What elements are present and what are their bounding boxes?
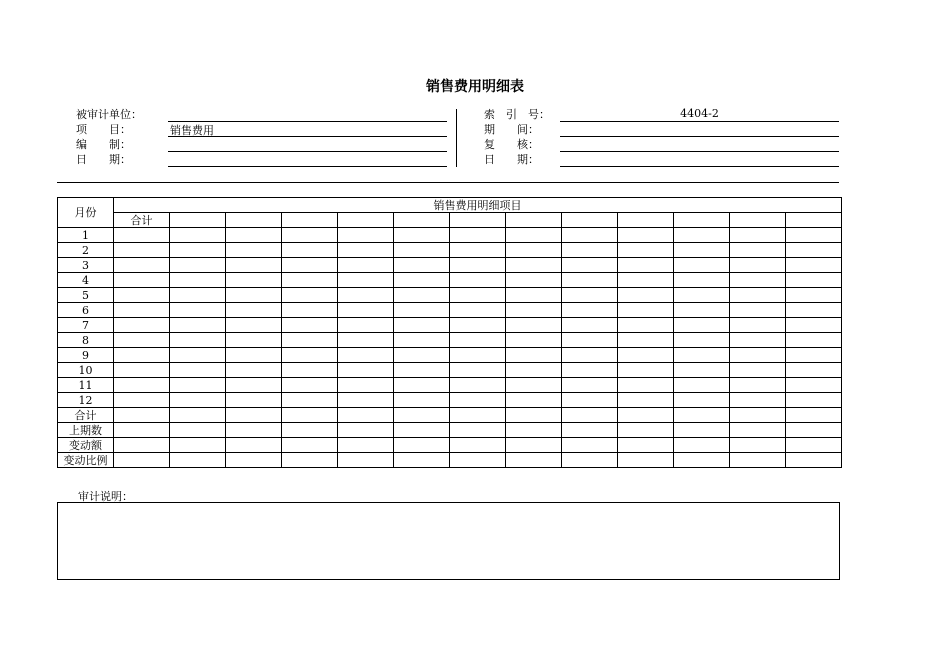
item-column-header[interactable] xyxy=(786,213,842,228)
table-cell[interactable] xyxy=(506,348,562,363)
table-cell[interactable] xyxy=(786,273,842,288)
table-cell[interactable] xyxy=(226,363,282,378)
table-cell[interactable] xyxy=(674,348,730,363)
table-cell[interactable] xyxy=(618,303,674,318)
table-cell[interactable] xyxy=(226,273,282,288)
table-cell[interactable] xyxy=(562,453,618,468)
table-cell[interactable] xyxy=(450,348,506,363)
table-cell[interactable] xyxy=(562,333,618,348)
detail-items-header: 销售费用明细项目 xyxy=(114,198,842,213)
table-cell[interactable] xyxy=(338,363,394,378)
reviewer-field[interactable] xyxy=(560,151,839,152)
table-cell[interactable] xyxy=(450,273,506,288)
row-label: 10 xyxy=(58,363,114,378)
table-cell[interactable] xyxy=(282,348,338,363)
table-cell[interactable] xyxy=(786,408,842,423)
row-label: 变动额 xyxy=(58,438,114,453)
table-cell[interactable] xyxy=(730,228,786,243)
table-cell[interactable] xyxy=(786,423,842,438)
table-cell[interactable] xyxy=(282,438,338,453)
table-row xyxy=(58,318,842,333)
table-cell[interactable] xyxy=(114,423,170,438)
table-cell[interactable] xyxy=(450,453,506,468)
table-cell[interactable] xyxy=(114,288,170,303)
table-row xyxy=(58,378,842,393)
page-title: 销售费用明细表 xyxy=(426,79,524,95)
table-cell[interactable] xyxy=(730,378,786,393)
table-cell[interactable] xyxy=(114,333,170,348)
table-cell[interactable] xyxy=(394,258,450,273)
table-row xyxy=(58,363,842,378)
table-cell[interactable] xyxy=(786,288,842,303)
table-cell[interactable] xyxy=(282,453,338,468)
row-label: 合计 xyxy=(58,408,114,423)
table-cell[interactable] xyxy=(730,438,786,453)
table-cell[interactable] xyxy=(786,318,842,333)
item-column-header[interactable] xyxy=(450,213,506,228)
table-cell[interactable] xyxy=(506,288,562,303)
table-cell[interactable] xyxy=(282,378,338,393)
table-cell[interactable] xyxy=(338,228,394,243)
table-cell[interactable] xyxy=(618,228,674,243)
table-cell[interactable] xyxy=(730,243,786,258)
table-cell[interactable] xyxy=(170,438,226,453)
table-row xyxy=(58,243,842,258)
table-cell[interactable] xyxy=(730,318,786,333)
table-cell[interactable] xyxy=(170,393,226,408)
table-cell[interactable] xyxy=(674,333,730,348)
table-cell[interactable] xyxy=(450,288,506,303)
table-cell[interactable] xyxy=(786,243,842,258)
date-right-field[interactable] xyxy=(560,166,839,167)
table-cell[interactable] xyxy=(282,333,338,348)
row-label: 4 xyxy=(58,273,114,288)
table-cell[interactable] xyxy=(114,438,170,453)
table-cell[interactable] xyxy=(282,408,338,423)
table-row xyxy=(58,453,842,468)
table-cell[interactable] xyxy=(674,438,730,453)
table-cell[interactable] xyxy=(730,288,786,303)
table-cell[interactable] xyxy=(226,333,282,348)
table-cell[interactable] xyxy=(226,303,282,318)
expense-detail-table xyxy=(57,197,842,468)
item-label: 项 目： xyxy=(76,123,131,136)
table-cell[interactable] xyxy=(282,228,338,243)
table-cell[interactable] xyxy=(506,378,562,393)
table-cell[interactable] xyxy=(114,243,170,258)
table-cell[interactable] xyxy=(618,453,674,468)
total-column-header: 合计 xyxy=(114,213,170,228)
table-cell[interactable] xyxy=(114,303,170,318)
table-cell[interactable] xyxy=(674,378,730,393)
table-cell[interactable] xyxy=(786,378,842,393)
table-cell[interactable] xyxy=(674,408,730,423)
table-cell[interactable] xyxy=(730,453,786,468)
item-column-header[interactable] xyxy=(730,213,786,228)
table-cell[interactable] xyxy=(226,408,282,423)
table-cell[interactable] xyxy=(562,258,618,273)
item-column-header[interactable] xyxy=(562,213,618,228)
table-cell[interactable] xyxy=(226,438,282,453)
table-cell[interactable] xyxy=(730,348,786,363)
table-cell[interactable] xyxy=(618,258,674,273)
row-label: 上期数 xyxy=(58,423,114,438)
table-cell[interactable] xyxy=(394,438,450,453)
table-cell[interactable] xyxy=(618,378,674,393)
item-column-header[interactable] xyxy=(674,213,730,228)
table-cell[interactable] xyxy=(562,393,618,408)
table-cell[interactable] xyxy=(282,243,338,258)
table-cell[interactable] xyxy=(226,378,282,393)
table-row xyxy=(58,288,842,303)
table-cell[interactable] xyxy=(338,243,394,258)
table-cell[interactable] xyxy=(674,228,730,243)
table-cell[interactable] xyxy=(506,423,562,438)
table-cell[interactable] xyxy=(170,258,226,273)
table-row xyxy=(58,273,842,288)
table-cell[interactable] xyxy=(730,363,786,378)
table-row xyxy=(58,408,842,423)
table-cell[interactable] xyxy=(226,243,282,258)
table-cell[interactable] xyxy=(394,333,450,348)
table-cell[interactable] xyxy=(338,333,394,348)
table-cell[interactable] xyxy=(786,333,842,348)
table-row xyxy=(58,258,842,273)
table-row xyxy=(58,303,842,318)
table-cell[interactable] xyxy=(450,318,506,333)
table-cell[interactable] xyxy=(170,333,226,348)
reviewer-label: 复 核： xyxy=(484,138,539,151)
table-cell[interactable] xyxy=(562,423,618,438)
table-cell[interactable] xyxy=(506,333,562,348)
table-cell[interactable] xyxy=(338,288,394,303)
table-cell[interactable] xyxy=(674,318,730,333)
table-cell[interactable] xyxy=(730,393,786,408)
table-cell[interactable] xyxy=(170,243,226,258)
table-cell[interactable] xyxy=(674,243,730,258)
header-divider xyxy=(456,109,457,167)
table-cell[interactable] xyxy=(506,243,562,258)
row-label: 1 xyxy=(58,228,114,243)
table-cell[interactable] xyxy=(506,408,562,423)
table-cell[interactable] xyxy=(170,228,226,243)
table-cell[interactable] xyxy=(394,378,450,393)
table-cell[interactable] xyxy=(562,288,618,303)
table-cell[interactable] xyxy=(170,288,226,303)
table-cell[interactable] xyxy=(338,318,394,333)
table-cell[interactable] xyxy=(282,393,338,408)
table-cell[interactable] xyxy=(394,318,450,333)
item-column-header[interactable] xyxy=(282,213,338,228)
table-cell[interactable] xyxy=(114,228,170,243)
table-cell[interactable] xyxy=(394,348,450,363)
table-cell[interactable] xyxy=(730,423,786,438)
row-label: 3 xyxy=(58,258,114,273)
item-field[interactable] xyxy=(168,136,447,137)
audited-unit-label: 被审计单位： xyxy=(76,108,142,121)
table-row xyxy=(58,333,842,348)
table-cell[interactable] xyxy=(394,273,450,288)
table-cell[interactable] xyxy=(730,303,786,318)
table-cell[interactable] xyxy=(170,363,226,378)
table-cell[interactable] xyxy=(394,288,450,303)
table-cell[interactable] xyxy=(786,393,842,408)
table-cell[interactable] xyxy=(506,318,562,333)
table-cell[interactable] xyxy=(170,318,226,333)
table-cell[interactable] xyxy=(114,453,170,468)
table-cell[interactable] xyxy=(226,393,282,408)
table-cell[interactable] xyxy=(562,273,618,288)
table-cell[interactable] xyxy=(618,273,674,288)
row-label: 变动比例 xyxy=(58,453,114,468)
table-cell[interactable] xyxy=(282,258,338,273)
table-cell[interactable] xyxy=(506,453,562,468)
table-cell[interactable] xyxy=(394,363,450,378)
table-cell[interactable] xyxy=(674,273,730,288)
table-cell[interactable] xyxy=(618,333,674,348)
table-body xyxy=(58,228,842,468)
subheader-row xyxy=(58,213,842,228)
item-column-header[interactable] xyxy=(506,213,562,228)
table-cell[interactable] xyxy=(786,303,842,318)
table-cell[interactable] xyxy=(170,423,226,438)
table-cell[interactable] xyxy=(562,318,618,333)
table-cell[interactable] xyxy=(562,408,618,423)
table-cell[interactable] xyxy=(674,258,730,273)
table-cell[interactable] xyxy=(394,303,450,318)
table-cell[interactable] xyxy=(618,288,674,303)
table-cell[interactable] xyxy=(730,408,786,423)
row-label: 8 xyxy=(58,333,114,348)
date-left-label: 日 期： xyxy=(76,153,131,166)
table-cell[interactable] xyxy=(618,348,674,363)
table-cell[interactable] xyxy=(562,438,618,453)
table-cell[interactable] xyxy=(730,258,786,273)
table-cell[interactable] xyxy=(114,318,170,333)
table-cell[interactable] xyxy=(562,348,618,363)
table-cell[interactable] xyxy=(450,363,506,378)
table-cell[interactable] xyxy=(170,273,226,288)
table-cell[interactable] xyxy=(394,393,450,408)
table-cell[interactable] xyxy=(338,273,394,288)
table-row xyxy=(58,348,842,363)
table-cell[interactable] xyxy=(450,303,506,318)
table-cell[interactable] xyxy=(114,393,170,408)
table-cell[interactable] xyxy=(226,228,282,243)
table-cell[interactable] xyxy=(282,363,338,378)
index-number-field[interactable] xyxy=(560,121,839,122)
table-cell[interactable] xyxy=(618,243,674,258)
table-cell[interactable] xyxy=(674,393,730,408)
table-cell[interactable] xyxy=(562,378,618,393)
table-cell[interactable] xyxy=(338,258,394,273)
table-cell[interactable] xyxy=(226,258,282,273)
period-field[interactable] xyxy=(560,136,839,137)
index-number-value: 4404-2 xyxy=(680,107,719,120)
table-cell[interactable] xyxy=(618,438,674,453)
table-cell[interactable] xyxy=(338,303,394,318)
table-cell[interactable] xyxy=(338,408,394,423)
table-cell[interactable] xyxy=(618,423,674,438)
table-cell[interactable] xyxy=(562,228,618,243)
table-row xyxy=(58,423,842,438)
date-right-label: 日 期： xyxy=(484,153,539,166)
table-cell[interactable] xyxy=(170,453,226,468)
row-label: 5 xyxy=(58,288,114,303)
table-cell[interactable] xyxy=(338,378,394,393)
audit-notes-box[interactable] xyxy=(57,502,840,580)
table-cell[interactable] xyxy=(618,318,674,333)
table-cell[interactable] xyxy=(394,228,450,243)
table-cell[interactable] xyxy=(786,258,842,273)
table-cell[interactable] xyxy=(506,363,562,378)
table-cell[interactable] xyxy=(674,303,730,318)
table-cell[interactable] xyxy=(226,423,282,438)
item-column-header[interactable] xyxy=(226,213,282,228)
table-cell[interactable] xyxy=(338,438,394,453)
table-cell[interactable] xyxy=(450,408,506,423)
table-cell[interactable] xyxy=(394,243,450,258)
table-cell[interactable] xyxy=(618,393,674,408)
table-cell[interactable] xyxy=(394,408,450,423)
row-label: 6 xyxy=(58,303,114,318)
table-cell[interactable] xyxy=(450,258,506,273)
month-column-header: 月份 xyxy=(58,198,114,228)
table-row xyxy=(58,393,842,408)
table-cell[interactable] xyxy=(562,243,618,258)
table-cell[interactable] xyxy=(338,423,394,438)
table-cell[interactable] xyxy=(338,453,394,468)
table-cell[interactable] xyxy=(674,453,730,468)
table-cell[interactable] xyxy=(450,423,506,438)
table-cell[interactable] xyxy=(618,408,674,423)
table-row xyxy=(58,228,842,243)
item-value: 销售费用 xyxy=(170,124,214,137)
table-cell[interactable] xyxy=(114,348,170,363)
table-cell[interactable] xyxy=(450,438,506,453)
table-cell[interactable] xyxy=(506,303,562,318)
table-cell[interactable] xyxy=(226,318,282,333)
table-cell[interactable] xyxy=(282,423,338,438)
item-column-header[interactable] xyxy=(618,213,674,228)
table-cell[interactable] xyxy=(394,423,450,438)
row-label: 7 xyxy=(58,318,114,333)
table-cell[interactable] xyxy=(450,333,506,348)
row-label: 12 xyxy=(58,393,114,408)
table-cell[interactable] xyxy=(786,438,842,453)
table-cell[interactable] xyxy=(226,288,282,303)
table-cell[interactable] xyxy=(114,408,170,423)
row-label: 2 xyxy=(58,243,114,258)
audit-notes-label: 审计说明： xyxy=(78,490,133,503)
table-cell[interactable] xyxy=(170,348,226,363)
table-cell[interactable] xyxy=(338,393,394,408)
table-cell[interactable] xyxy=(226,348,282,363)
table-cell[interactable] xyxy=(114,258,170,273)
table-cell[interactable] xyxy=(114,378,170,393)
prepared-by-label: 编 制： xyxy=(76,138,131,151)
table-cell[interactable] xyxy=(730,333,786,348)
table-cell[interactable] xyxy=(450,378,506,393)
table-cell[interactable] xyxy=(170,408,226,423)
period-label: 期 间： xyxy=(484,123,539,136)
table-cell[interactable] xyxy=(170,378,226,393)
table-cell[interactable] xyxy=(786,453,842,468)
table-cell[interactable] xyxy=(450,228,506,243)
table-cell[interactable] xyxy=(282,303,338,318)
table-cell[interactable] xyxy=(338,348,394,363)
table-cell[interactable] xyxy=(282,288,338,303)
item-column-header[interactable] xyxy=(394,213,450,228)
section-divider xyxy=(57,182,839,183)
table-cell[interactable] xyxy=(114,363,170,378)
table-cell[interactable] xyxy=(282,318,338,333)
date-left-field[interactable] xyxy=(168,166,447,167)
table-cell[interactable] xyxy=(450,243,506,258)
table-row xyxy=(58,438,842,453)
prepared-by-field[interactable] xyxy=(168,151,447,152)
table-cell[interactable] xyxy=(506,228,562,243)
row-label: 9 xyxy=(58,348,114,363)
item-column-header[interactable] xyxy=(170,213,226,228)
table-cell[interactable] xyxy=(730,273,786,288)
table-cell[interactable] xyxy=(506,438,562,453)
table-cell[interactable] xyxy=(394,453,450,468)
table-cell[interactable] xyxy=(674,288,730,303)
table-cell[interactable] xyxy=(786,228,842,243)
table-cell[interactable] xyxy=(282,273,338,288)
table-cell[interactable] xyxy=(786,363,842,378)
table-cell[interactable] xyxy=(506,273,562,288)
table-cell[interactable] xyxy=(674,363,730,378)
table-cell[interactable] xyxy=(226,453,282,468)
table-cell[interactable] xyxy=(786,348,842,363)
table-cell[interactable] xyxy=(114,273,170,288)
table-cell[interactable] xyxy=(506,393,562,408)
table-cell[interactable] xyxy=(562,363,618,378)
table-cell[interactable] xyxy=(170,303,226,318)
table-cell[interactable] xyxy=(562,303,618,318)
item-column-header[interactable] xyxy=(338,213,394,228)
table-cell[interactable] xyxy=(450,393,506,408)
table-cell[interactable] xyxy=(618,363,674,378)
table-cell[interactable] xyxy=(674,423,730,438)
row-label: 11 xyxy=(58,378,114,393)
table-cell[interactable] xyxy=(506,258,562,273)
index-number-label: 索 引 号： xyxy=(484,108,550,121)
